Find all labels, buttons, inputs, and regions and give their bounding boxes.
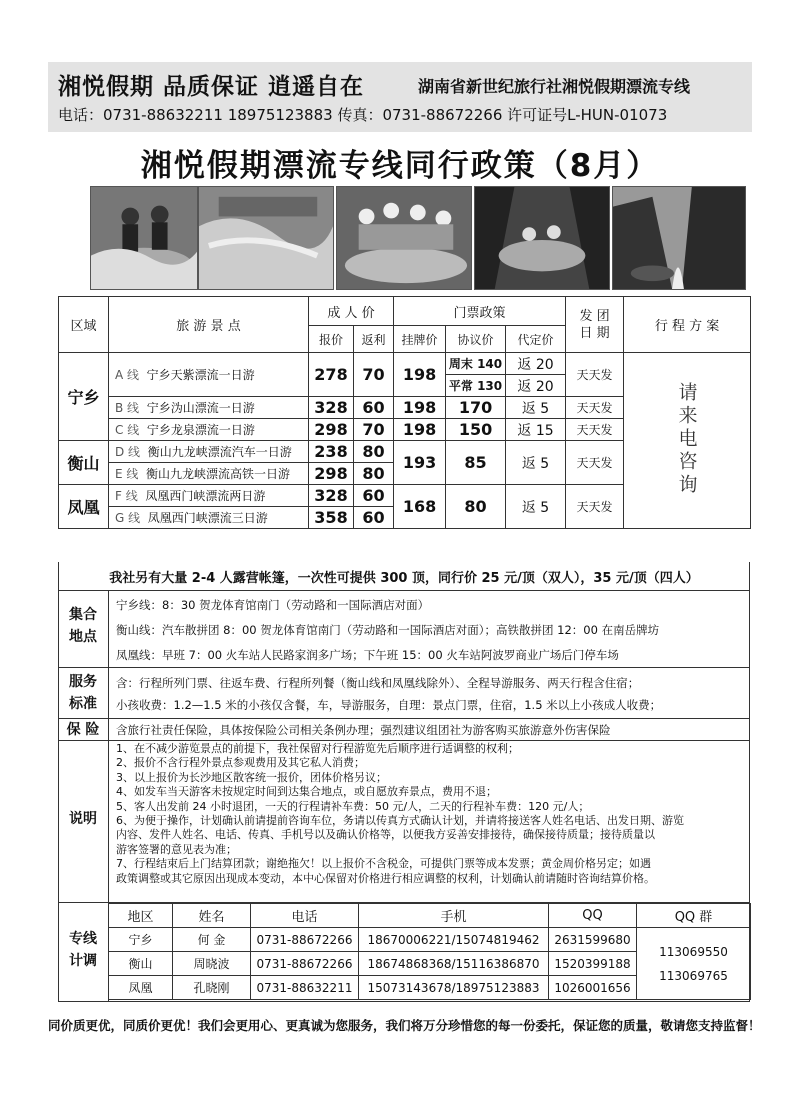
line-f: F 线 凤凰西门峡漂流两日游 xyxy=(109,485,309,507)
notes-list xyxy=(116,742,746,886)
contacts-header-qq-group: QQ 群 xyxy=(637,904,751,928)
header-ticket: 门票政策 xyxy=(394,297,566,326)
region-fenghuang: 凤凰 xyxy=(59,485,109,529)
meeting-label: 集合 地点 xyxy=(69,607,97,645)
note-line: 5、客人出发前 24 小时退团，一天的行程请补车费：50 元/人，二天的行程补车费：120 元/人； xyxy=(116,799,590,813)
note-line: 1、在不减少游览景点的前提下，我社保留对行程游览先后顺序进行适调整的权利； xyxy=(116,742,519,755)
table-row-name: 孔晓刚 xyxy=(173,976,251,1000)
agreed-a-weekend: 周末 140 xyxy=(446,353,506,375)
divider xyxy=(58,590,750,591)
contact-line: 电话：0731-88632211 18975123883 传真：0731-88672266 许可证号L-HUN-01073 xyxy=(58,106,668,124)
header-agent: 代定价 xyxy=(506,326,566,353)
price-table xyxy=(58,296,751,529)
plan-cell xyxy=(624,353,751,529)
rafting-photo-3 xyxy=(336,186,472,290)
quote-g: 358 xyxy=(309,507,354,529)
depart-a: 天天发 xyxy=(566,353,624,397)
table-row-name: 何 金 xyxy=(173,928,251,952)
table-row-mobile: 18670006221/15074819462 xyxy=(359,928,549,952)
note-line: 内容、发件人姓名、电话、传真、手机号以及确认价格等，以便我方妥善安排接待，确保接待质量；接待质量以 xyxy=(116,828,655,842)
table-row-region: 衡山 xyxy=(109,952,173,976)
depart-b: 天天发 xyxy=(566,397,624,419)
divider xyxy=(58,718,750,719)
insurance-text: 含旅行社责任保险，具体按保险公司相关条例办理；强烈建议组团社为游客购买旅游意外伤害保险 xyxy=(116,723,611,737)
rebate-e: 80 xyxy=(354,463,394,485)
agent-fg: 返 5 xyxy=(506,485,566,529)
rafting-photo-1 xyxy=(90,186,198,290)
header-band xyxy=(48,62,752,132)
plan-text: 请来电咨询 xyxy=(675,381,698,497)
table-row-qq: 1520399188 xyxy=(549,952,637,976)
line-g: G 线 凤凰西门峡漂流三日游 xyxy=(109,507,309,529)
agent-a-1: 返 20 xyxy=(506,353,566,375)
list-a: 198 xyxy=(394,353,446,397)
table-row-phone: 0731-88672266 xyxy=(251,952,359,976)
table-row-mobile: 18674868368/15116386870 xyxy=(359,952,549,976)
notes-label: 说明 xyxy=(69,811,97,827)
rebate-a: 70 xyxy=(354,353,394,397)
insurance-label: 保 险 xyxy=(66,722,100,738)
meeting-line-3: 凤凰线：早班 7：00 火车站人民路家润多广场；下午班 15：00 火车站阿波罗商业广场后门停车场 xyxy=(116,648,619,662)
header-list-price: 挂牌价 xyxy=(394,326,446,353)
table-row-qq: 1026001656 xyxy=(549,976,637,1000)
list-c: 198 xyxy=(394,419,446,441)
rafting-photo-5 xyxy=(612,186,746,290)
agent-a-2: 返 20 xyxy=(506,375,566,397)
table-row-region: 凤凰 xyxy=(109,976,173,1000)
agreed-c: 150 xyxy=(446,419,506,441)
table-row-phone: 0731-88632211 xyxy=(251,976,359,1000)
list-de: 193 xyxy=(394,441,446,485)
table-row-name: 周晓波 xyxy=(173,952,251,976)
note-line: 游客签署的意见表为准； xyxy=(116,842,237,856)
depart-de: 天天发 xyxy=(566,441,624,485)
rebate-b: 60 xyxy=(354,397,394,419)
rebate-g: 60 xyxy=(354,507,394,529)
note-line: 4、如发车当天游客未按规定时间到达集合地点，或自愿放弃景点，费用不退； xyxy=(116,785,497,799)
divider xyxy=(58,667,750,668)
depart-fg: 天天发 xyxy=(566,485,624,529)
agreed-fg: 80 xyxy=(446,485,506,529)
depart-c: 天天发 xyxy=(566,419,624,441)
header-depart: 发 团 日 期 xyxy=(566,297,624,353)
table-row-mobile: 15073143678/18975123883 xyxy=(359,976,549,1000)
quote-e: 298 xyxy=(309,463,354,485)
contacts-header-mobile: 手机 xyxy=(359,904,549,928)
note-line: 3、以上报价为长沙地区散客统一报价，团体价格另议； xyxy=(116,770,387,784)
note-line: 7、行程结束后上门结算团款；谢绝拖欠！以上报价不含税金，可提供门票等成本发票；黄金周价格另定；如遇 xyxy=(116,857,651,871)
list-b: 198 xyxy=(394,397,446,419)
agency-name: 湖南省新世纪旅行社湘悦假期漂流专线 xyxy=(418,77,691,96)
agent-b: 返 5 xyxy=(506,397,566,419)
contacts-header-name: 姓名 xyxy=(173,904,251,928)
qq-group-cell xyxy=(637,928,751,1000)
list-fg: 168 xyxy=(394,485,446,529)
note-line: 2、报价不含行程外景点参观费用及其它私人消费； xyxy=(116,756,365,770)
quote-d: 238 xyxy=(309,441,354,463)
rebate-c: 70 xyxy=(354,419,394,441)
agreed-b: 170 xyxy=(446,397,506,419)
quote-c: 298 xyxy=(309,419,354,441)
header-spot: 旅 游 景 点 xyxy=(109,297,309,353)
note-line: 6、为便于操作，计划确认前请提前咨询车位，务请以传真方式确认计划，并请将接送客人姓名电话、出发日期、游览 xyxy=(116,814,684,828)
agent-c: 返 15 xyxy=(506,419,566,441)
meeting-line-2: 衡山线：汽车散拼团 8：00 贺龙体育馆南门（劳动路和一国际酒店对面）；高铁散拼团 12：00 在南岳牌坊 xyxy=(116,623,660,637)
line-d: D 线 衡山九龙峡漂流汽车一日游 xyxy=(109,441,309,463)
photo-strip xyxy=(90,186,746,290)
table-row-region: 宁乡 xyxy=(109,928,173,952)
region-ningxiang: 宁乡 xyxy=(59,353,109,441)
contacts-table xyxy=(108,903,751,1000)
agent-de: 返 5 xyxy=(506,441,566,485)
note-line: 政策调整或其它原因出现成本变动，本中心保留对价格进行相应调整的权利，计划确认前请随时咨询结算价格。 xyxy=(116,871,655,885)
line-b: B 线 宁乡沩山漂流一日游 xyxy=(109,397,309,419)
rafting-photo-2 xyxy=(198,186,334,290)
service-line-1: 含：行程所列门票、往返车费、行程所列餐（衡山线和凤凰线除外）、全程导游服务、两天行程含住宿； xyxy=(116,676,640,690)
rebate-d: 80 xyxy=(354,441,394,463)
footer-slogan: 同价质更优，同质价更优！我们会更用心、更真诚为您服务，我们将万分珍惜您的每一份委托，保证您的质量，敬请您支持监督！ xyxy=(48,1018,761,1033)
agreed-a-weekday: 平常 130 xyxy=(446,375,506,397)
quote-b: 328 xyxy=(309,397,354,419)
divider xyxy=(108,590,109,903)
header-agreed: 协议价 xyxy=(446,326,506,353)
page-title: 湘悦假期漂流专线同行政策（8月） xyxy=(140,148,660,184)
rebate-f: 60 xyxy=(354,485,394,507)
service-line-2: 小孩收费：1.2—1.5 米的小孩仅含餐，车，导游服务，自理：景点门票，住宿，1.5 米以上小孩成人收费； xyxy=(116,698,662,712)
contacts-header-qq: QQ xyxy=(549,904,637,928)
region-hengshan: 衡山 xyxy=(59,441,109,485)
contacts-header-phone: 电话 xyxy=(251,904,359,928)
line-c: C 线 宁乡龙泉漂流一日游 xyxy=(109,419,309,441)
contacts-header-region: 地区 xyxy=(109,904,173,928)
camping-note: 我社另有大量 2-4 人露营帐篷，一次性可提供 300 顶，同行价 25 元/顶（双人），35 元/顶（四人） xyxy=(109,571,699,586)
service-label: 服务 标准 xyxy=(69,674,97,712)
header-rebate: 返利 xyxy=(354,326,394,353)
divider xyxy=(58,740,750,741)
meeting-line-1: 宁乡线：8：30 贺龙体育馆南门（劳动路和一国际酒店对面） xyxy=(116,598,430,612)
contacts-label: 专线 计调 xyxy=(69,931,97,969)
header-adult: 成 人 价 xyxy=(309,297,394,326)
rafting-photo-4 xyxy=(474,186,610,290)
table-row-qq: 2631599680 xyxy=(549,928,637,952)
header-quote: 报价 xyxy=(309,326,354,353)
line-a: A 线 宁乡天紫漂流一日游 xyxy=(109,353,309,397)
quote-a: 278 xyxy=(309,353,354,397)
header-region: 区域 xyxy=(59,297,109,353)
table-row-phone: 0731-88672266 xyxy=(251,928,359,952)
line-e: E 线 衡山九龙峡漂流高铁一日游 xyxy=(109,463,309,485)
qq-group: 113069550 xyxy=(659,944,728,959)
slogan: 湘悦假期 品质保证 逍遥自在 xyxy=(58,74,365,100)
agreed-de: 85 xyxy=(446,441,506,485)
header-plan: 行 程 方 案 xyxy=(624,297,751,353)
qq-group: 113069765 xyxy=(659,968,728,983)
quote-f: 328 xyxy=(309,485,354,507)
